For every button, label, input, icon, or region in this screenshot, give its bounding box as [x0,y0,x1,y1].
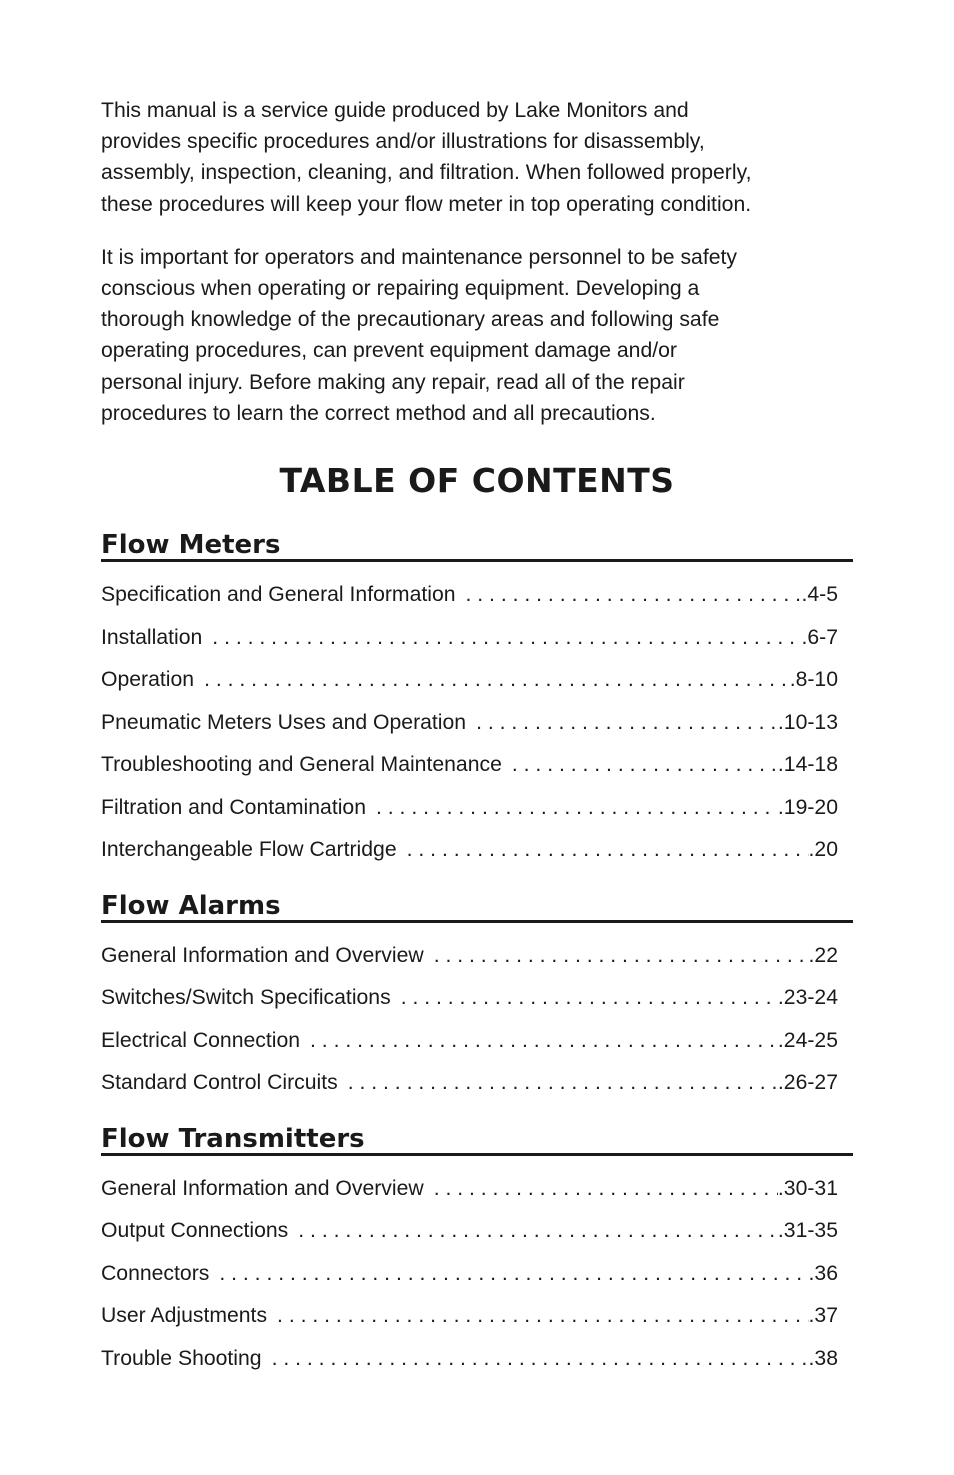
toc-entry-pages: .4-5 [801,583,838,607]
intro-paragraph-2 [101,242,853,429]
toc-entry-pages: .37 [808,1304,838,1328]
toc-entry [101,574,838,617]
dot-leader [288,1210,778,1253]
toc-entry-pages: .30-31 [777,1176,838,1200]
manual-page [101,95,853,1380]
toc-entry-pages: .22 [808,943,838,967]
toc-entry [101,1253,838,1296]
dot-leader [338,1062,778,1105]
dot-leader [267,1295,808,1338]
text-line: assembly, inspection, cleaning, and filtration. When followed properly, [101,161,752,185]
toc-sections [101,531,853,1380]
toc-section [101,531,853,872]
toc-entry [101,977,838,1020]
section-heading: Flow Transmitters [101,1125,853,1156]
toc-entry [101,1168,838,1211]
text-line: operating procedures, can prevent equipment damage and/or [101,339,677,363]
toc-entry-title: General Information and Overview [101,943,424,967]
toc-entry-title: Switches/Switch Specifications [101,986,391,1010]
dot-leader [397,829,809,872]
intro-paragraph-1 [101,95,853,220]
text-line: It is important for operators and maintenance personnel to be safety [101,245,737,269]
toc-entry-title: Installation [101,625,203,649]
toc-entry-title: User Adjustments [101,1304,268,1328]
text-line: conscious when operating or repairing equipment. Developing a [101,277,700,301]
toc-entry-pages: .36 [808,1261,838,1285]
toc-entry-pages: .10-13 [777,710,838,734]
text-line: these procedures will keep your flow meter in top operating condition. [101,192,752,216]
toc-entry-pages: .14-18 [777,753,838,777]
dot-leader [424,1168,778,1211]
toc-entry-pages: .8-10 [789,668,838,692]
toc-entry-title: General Information and Overview [101,1176,424,1200]
toc-entry [101,702,838,745]
toc-entry [101,1210,838,1253]
toc-entry-title: Trouble Shooting [101,1346,262,1370]
toc-entry-pages: .24-25 [777,1028,838,1052]
toc-entry-pages: .31-35 [777,1219,838,1243]
section-heading: Flow Alarms [101,892,853,923]
dot-leader [262,1338,809,1381]
toc-entry [101,1295,838,1338]
toc-entry-pages: .19-20 [777,795,838,819]
text-line: provides specific procedures and/or illustrations for disassembly, [101,130,705,154]
dot-leader [391,977,778,1020]
toc-entry [101,744,838,787]
dot-leader [466,702,778,745]
toc-entry-title: Filtration and Contamination [101,795,366,819]
dot-leader [194,659,790,702]
toc-entry-pages: .23-24 [777,986,838,1010]
toc-entry-title: Standard Control Circuits [101,1071,338,1095]
toc-entry-title: Specification and General Information [101,583,456,607]
toc-entry [101,935,838,978]
toc-entry-title: Troubleshooting and General Maintenance [101,753,502,777]
text-line: This manual is a service guide produced by Lake Monitors and [101,99,689,122]
toc-entry-title: Connectors [101,1261,210,1285]
text-line: thorough knowledge of the precautionary areas and following safe [101,308,720,332]
dot-leader [424,935,809,978]
dot-leader [456,574,802,617]
dot-leader [502,744,778,787]
toc-entry-title: Electrical Connection [101,1028,301,1052]
toc-entry [101,1062,838,1105]
toc-entry-title: Output Connections [101,1219,289,1243]
toc-section [101,1125,853,1381]
toc-entry [101,1020,838,1063]
toc-entry-title: Interchangeable Flow Cartridge [101,838,397,862]
toc-entry [101,829,838,872]
dot-leader [209,1253,808,1296]
toc-entry [101,659,838,702]
toc-entry-title: Pneumatic Meters Uses and Operation [101,710,467,734]
dot-leader [300,1020,778,1063]
toc-entry-title: Operation [101,668,195,692]
dot-leader [202,617,801,660]
text-line: personal injury. Before making any repair, read all of the repair [101,370,685,394]
toc-entry-pages: .6-7 [801,625,838,649]
toc-entry-pages: .20 [808,838,838,862]
section-heading: Flow Meters [101,531,853,562]
toc-entry-pages: .38 [808,1346,838,1370]
dot-leader [366,787,778,830]
toc-entry-pages: .26-27 [777,1071,838,1095]
toc-section [101,892,853,1105]
toc-title: TABLE OF CONTENTS [279,461,675,501]
toc-entry [101,617,838,660]
toc-entry [101,1338,838,1381]
text-line: procedures to learn the correct method and all precautions. [101,401,656,425]
toc-entry [101,787,838,830]
